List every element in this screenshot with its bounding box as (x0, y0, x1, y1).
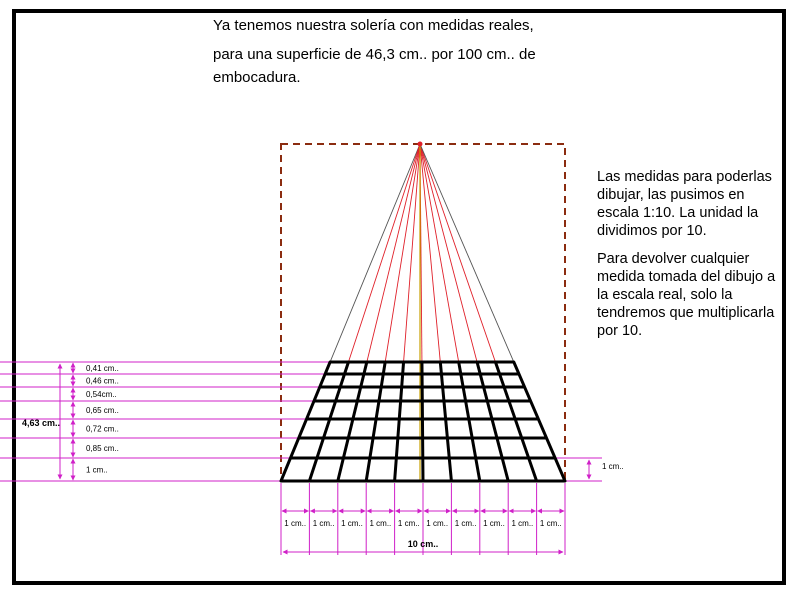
column-width-label: 1 cm.. (369, 519, 392, 528)
tile-column-line (366, 362, 385, 481)
tile-column-line (281, 362, 330, 481)
column-width-label: 1 cm.. (397, 519, 420, 528)
total-width-label: 10 cm.. (407, 539, 439, 549)
tile-column-line (422, 362, 423, 481)
vanishing-point (418, 142, 423, 147)
column-width-label: 1 cm.. (341, 519, 363, 528)
tile-column-line (459, 362, 480, 481)
row-height-label: 0,41 cm.. (86, 364, 119, 373)
title-line-1: Ya tenemos nuestra solería con medidas reales, (213, 17, 534, 34)
row-height-label: 0,72 cm.. (86, 424, 119, 434)
tile-column-line (440, 362, 451, 481)
column-width-label: 1 cm.. (511, 519, 534, 528)
tile-column-line (477, 362, 508, 481)
title-line-2: para una superficie de 46,3 cm.. por 100 cm.. de embocadura. (213, 46, 536, 86)
total-height-label: 4,63 cm.. (22, 418, 61, 428)
row-height-label: 1 cm.. (86, 465, 108, 475)
tile-column-line (495, 362, 536, 481)
column-width-label: 1 cm.. (426, 519, 449, 528)
column-width-label: 1 cm.. (483, 519, 505, 528)
row-height-label: 0,65 cm.. (86, 406, 119, 415)
tile-column-line (514, 362, 565, 481)
row-height-label: 0,54cm.. (86, 390, 117, 399)
column-width-label: 1 cm.. (312, 519, 335, 528)
row-height-label: 0,46 cm.. (86, 376, 119, 386)
column-width-label: 1 cm.. (284, 519, 307, 528)
column-width-label: 1 cm.. (454, 519, 477, 528)
tile-column-line (395, 362, 404, 481)
row-height-label: 0,85 cm.. (86, 444, 119, 453)
side-note-conversion: Para devolver cualquier medida tomada del dibujo a la escala real, solo la tendremos que multiplicarla por 10. (597, 251, 776, 339)
right-dimension-label: 1 cm.. (602, 462, 624, 471)
column-width-label: 1 cm.. (539, 519, 562, 528)
side-note-scale: Las medidas para poderlas dibujar, las pusimos en escala 1:10. La unidad la dividimos por 10. (597, 169, 772, 239)
